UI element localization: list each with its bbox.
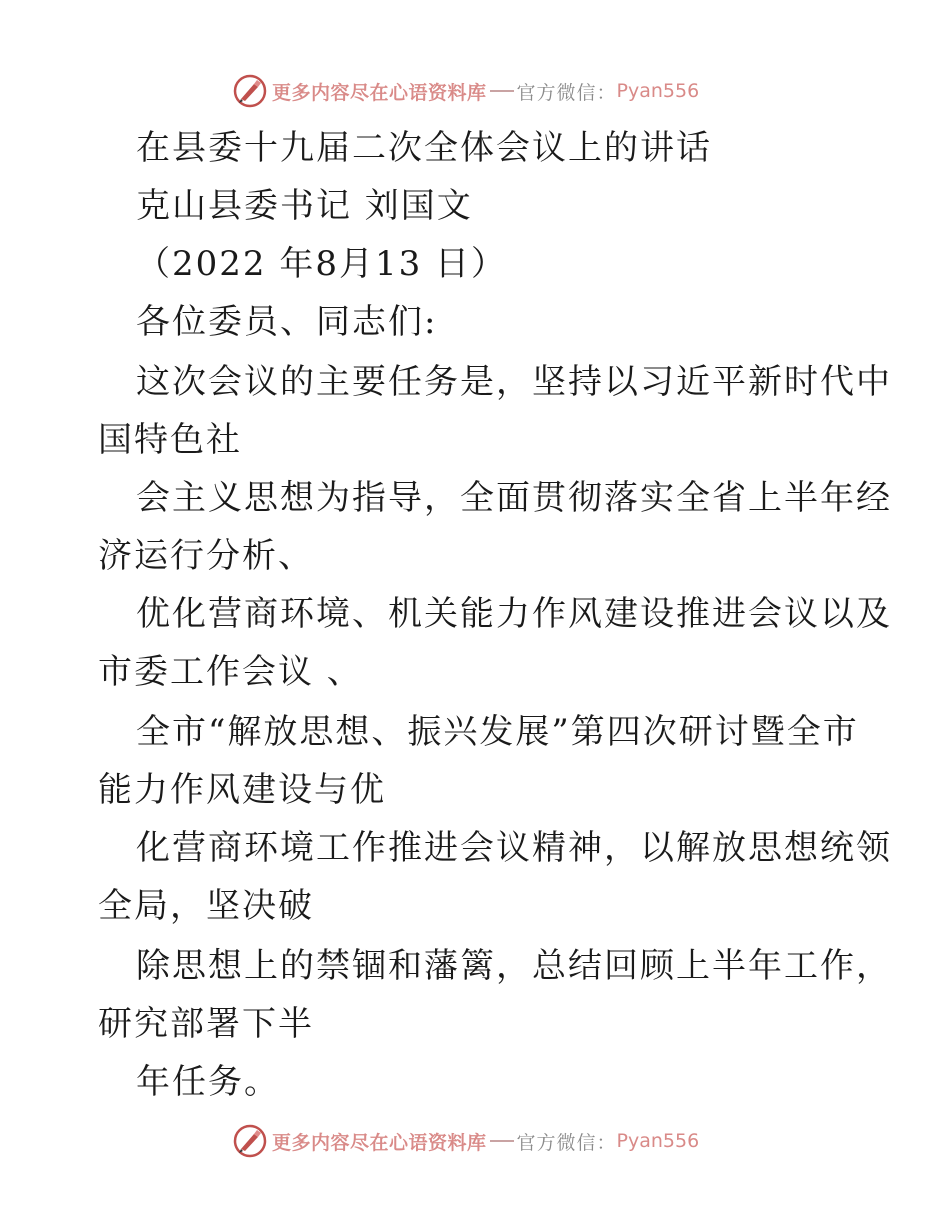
body-line: 国特色社 — [98, 420, 242, 460]
body-line: 会主义思想为指导，全面贯彻落实全省上半年经 — [136, 478, 892, 518]
body-line: 年任务。 — [136, 1062, 280, 1102]
watermark-wechat-id: Pyan556 — [616, 1130, 700, 1152]
body-line: 研究部署下半 — [98, 1004, 314, 1044]
document-salutation: 各位委员、同志们: — [136, 302, 438, 342]
body-line: 化营商环境工作推进会议精神，以解放思想统领 — [136, 828, 892, 868]
body-line: 全局，坚决破 — [98, 886, 314, 926]
pen-logo-icon — [232, 1123, 268, 1159]
watermark-main-text: 更多内容尽在心语资料库 — [272, 1131, 487, 1154]
watermark-sub-text: 官方微信： — [516, 1131, 617, 1154]
watermark-sub-text: 官方微信： — [516, 81, 617, 104]
body-line: 除思想上的禁锢和藩篱，总结回顾上半年工作， — [136, 946, 892, 986]
body-line: 全市“解放思想、振兴发展”第四次研讨暨全市 — [136, 712, 859, 752]
header-watermark — [232, 71, 712, 111]
footer-watermark — [232, 1121, 712, 1161]
body-line: 济运行分析、 — [98, 536, 314, 576]
body-line: 能力作风建设与优 — [98, 770, 386, 810]
document-date: （2022 年8月13 日） — [136, 244, 508, 284]
document-author: 克山县委书记 刘国文 — [136, 186, 473, 226]
document-title: 在县委十九届二次全体会议上的讲话 — [136, 128, 712, 168]
body-line: 市委工作会议 、 — [98, 652, 363, 692]
watermark-wechat-id: Pyan556 — [616, 80, 700, 102]
watermark-main-text: 更多内容尽在心语资料库 — [272, 81, 487, 104]
watermark-dash — [490, 90, 514, 92]
body-line: 这次会议的主要任务是，坚持以习近平新时代中 — [136, 362, 892, 402]
body-line: 优化营商环境、机关能力作风建设推进会议以及 — [136, 594, 892, 634]
watermark-dash — [490, 1140, 514, 1142]
pen-logo-icon — [232, 73, 268, 109]
